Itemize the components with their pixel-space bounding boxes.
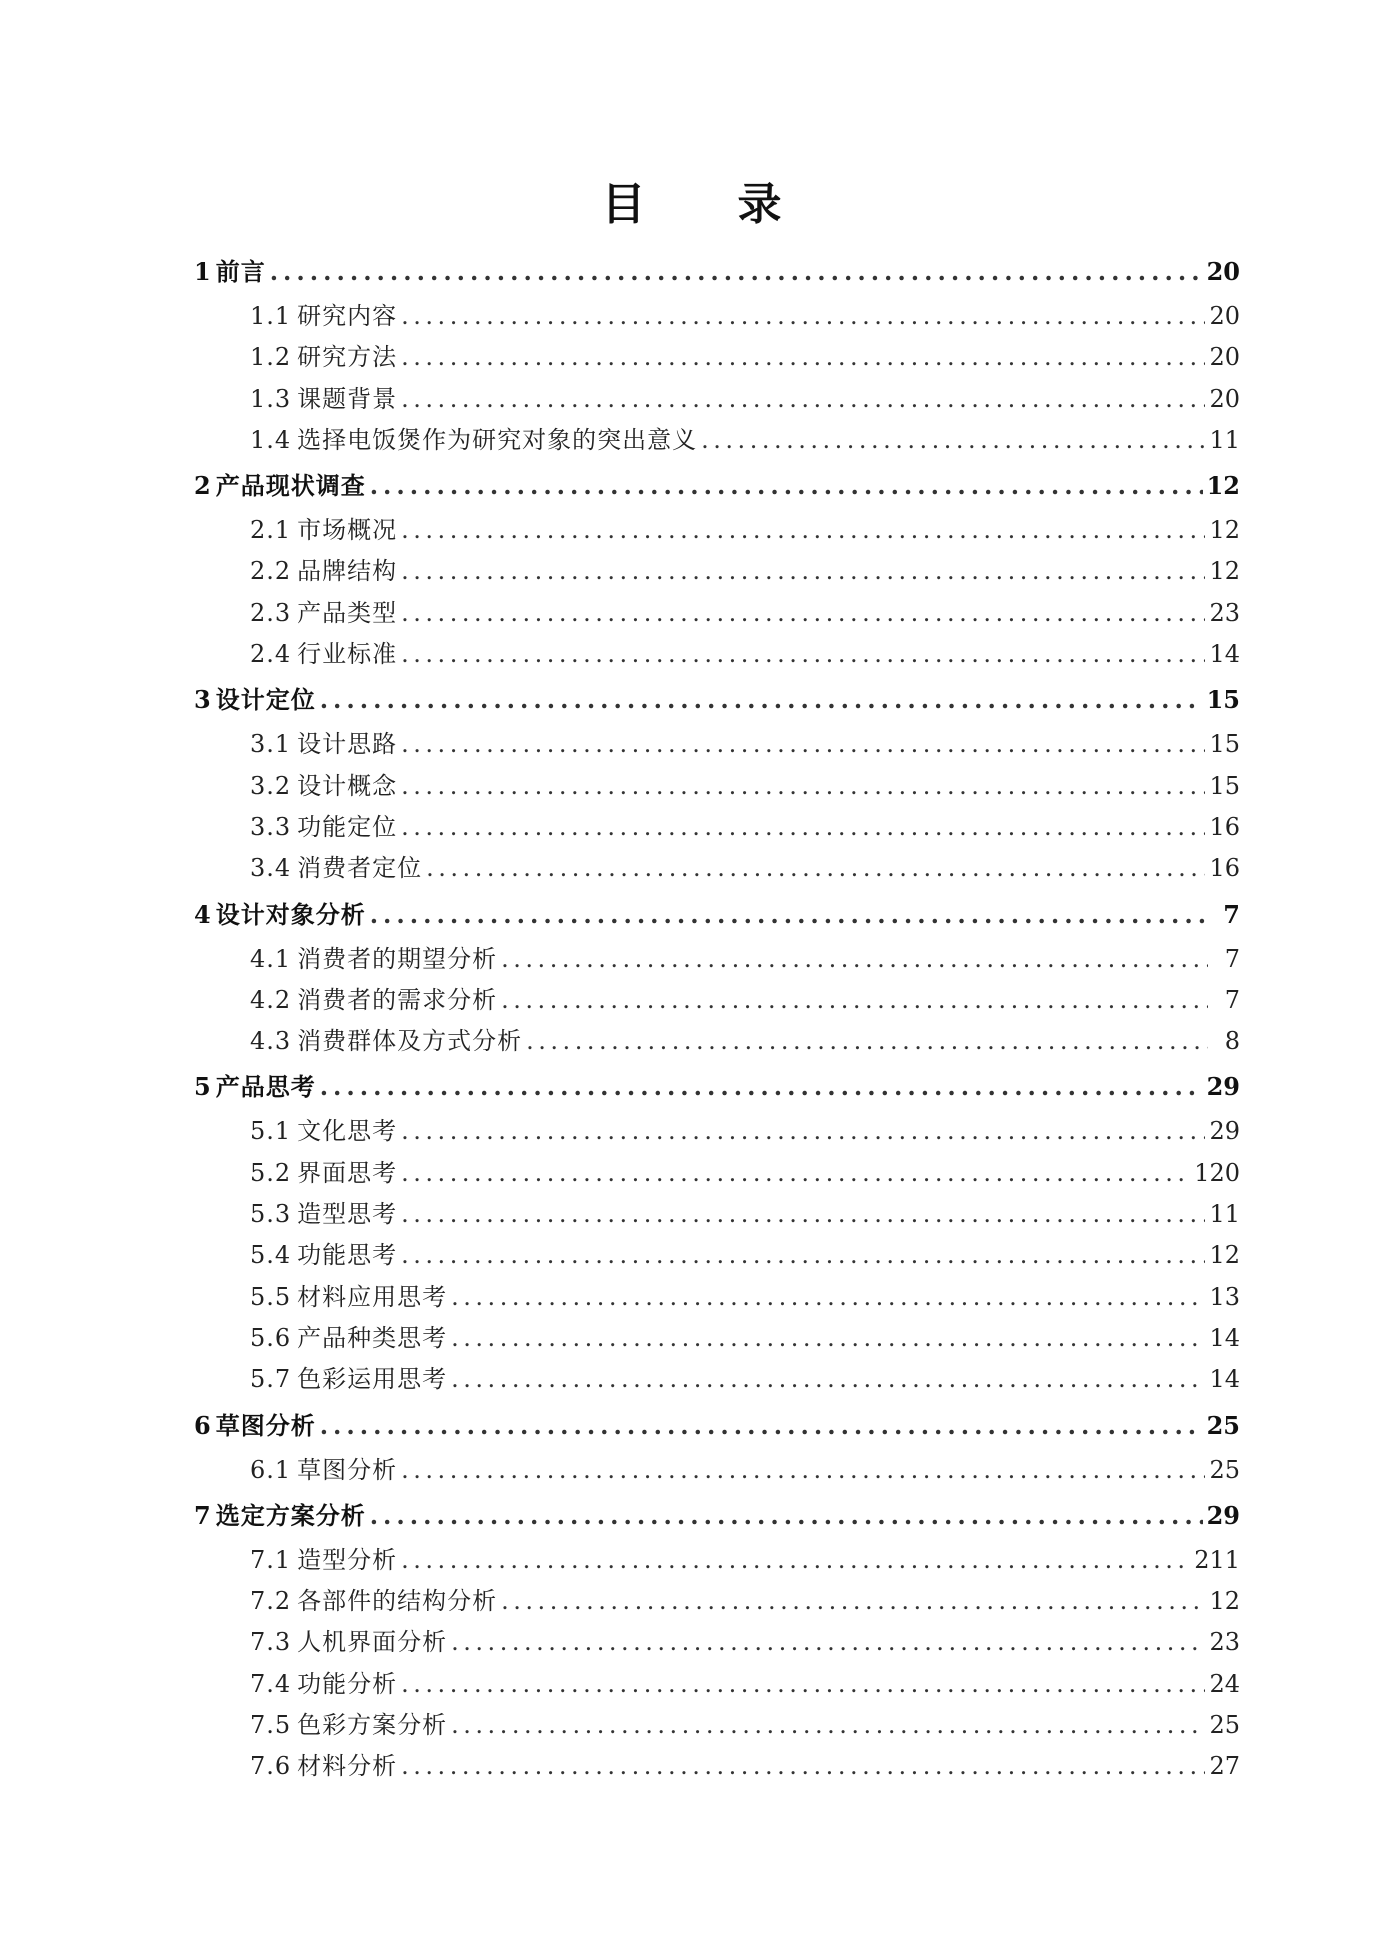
- section-number: 2.3: [250, 598, 292, 627]
- dot-leader: [701, 420, 1205, 461]
- section-label: [250, 848, 422, 889]
- section-title: 设计思路: [297, 730, 398, 759]
- chapter-title: 前言: [215, 257, 266, 286]
- section-label: [250, 1111, 397, 1152]
- section-number: 3.4: [250, 854, 292, 883]
- section-title: 消费者的期望分析: [297, 944, 498, 973]
- dot-leader: [320, 1401, 1203, 1450]
- dot-leader: [426, 848, 1205, 889]
- section-title: 消费者的需求分析: [297, 985, 498, 1014]
- section-number: 1.3: [250, 384, 292, 413]
- toc-section-5-2[interactable]: [194, 1153, 1240, 1194]
- page-number: 16: [1209, 812, 1240, 841]
- toc-section-7-5[interactable]: [194, 1705, 1240, 1746]
- dot-leader: [320, 675, 1203, 724]
- toc-section-4-2[interactable]: [194, 980, 1240, 1021]
- page-number: 11: [1209, 1200, 1240, 1229]
- section-label: [250, 1359, 447, 1400]
- page-number: 25: [1209, 1455, 1240, 1484]
- section-title: 草图分析: [297, 1455, 398, 1484]
- dot-leader: [401, 1235, 1205, 1276]
- page-number: 15: [1206, 685, 1240, 715]
- dot-leader: [401, 1194, 1205, 1235]
- section-number: 5.5: [250, 1282, 292, 1311]
- section-label: [250, 1664, 397, 1705]
- section-label: [250, 1235, 397, 1276]
- section-title: 产品类型: [297, 598, 398, 627]
- section-number: 5.1: [250, 1117, 292, 1146]
- toc-section-2-2[interactable]: [194, 551, 1240, 592]
- chapter-label: [194, 890, 366, 939]
- section-title: 造型思考: [297, 1200, 398, 1229]
- page-number: 20: [1209, 343, 1240, 372]
- section-label: [250, 593, 397, 634]
- section-label: [250, 634, 397, 675]
- section-number: 7.1: [250, 1545, 292, 1574]
- dot-leader: [451, 1277, 1205, 1318]
- section-label: [250, 1581, 497, 1622]
- section-number: 4.1: [250, 944, 292, 973]
- page-number: 14: [1209, 1323, 1240, 1352]
- toc-chapter-5[interactable]: [194, 1062, 1240, 1111]
- toc-chapter-7[interactable]: [194, 1491, 1240, 1540]
- section-label: [250, 510, 397, 551]
- section-number: 5.3: [250, 1200, 292, 1229]
- chapter-number: 4: [194, 899, 212, 929]
- toc-section-5-5[interactable]: [194, 1277, 1240, 1318]
- section-label: [250, 1194, 397, 1235]
- section-title: 研究内容: [297, 302, 398, 330]
- section-number: 2.2: [250, 557, 292, 586]
- page-number: 120: [1194, 1158, 1240, 1187]
- dot-leader: [401, 807, 1205, 848]
- toc-section-1-1[interactable]: [194, 296, 1240, 337]
- section-label: [250, 1021, 522, 1062]
- section-number: 7.5: [250, 1711, 292, 1740]
- dot-leader: [401, 1153, 1190, 1194]
- section-number: 5.6: [250, 1323, 292, 1352]
- toc-section-4-1[interactable]: [194, 939, 1240, 980]
- section-title: 造型分析: [297, 1545, 398, 1574]
- page-number: 12: [1209, 516, 1240, 545]
- chapter-label: [194, 1491, 366, 1540]
- section-title: 材料分析: [297, 1752, 398, 1781]
- dot-leader: [501, 1581, 1205, 1622]
- section-number: 7.3: [250, 1628, 292, 1657]
- page-number: 14: [1209, 640, 1240, 669]
- section-label: [250, 1705, 447, 1746]
- dot-leader: [401, 551, 1205, 592]
- section-title: 功能思考: [297, 1241, 398, 1270]
- section-title: 色彩运用思考: [297, 1365, 448, 1394]
- section-title: 市场概况: [297, 516, 398, 545]
- section-number: 5.2: [250, 1158, 292, 1187]
- section-label: [250, 1622, 447, 1663]
- page-number: 25: [1206, 1410, 1240, 1440]
- dot-leader: [370, 461, 1203, 510]
- chapter-label: [194, 1062, 316, 1111]
- toc-section-1-3[interactable]: [194, 379, 1240, 420]
- page-number: 20: [1206, 257, 1240, 286]
- section-number: 1.1: [250, 302, 292, 330]
- section-number: 3.1: [250, 730, 292, 759]
- chapter-number: 1: [194, 257, 212, 286]
- table-of-contents: [194, 247, 1240, 1788]
- dot-leader: [401, 1664, 1205, 1705]
- dot-leader: [320, 1062, 1203, 1111]
- dot-leader: [401, 766, 1205, 807]
- section-title: 功能分析: [297, 1669, 398, 1698]
- section-label: [250, 1540, 397, 1581]
- section-number: 6.1: [250, 1455, 292, 1484]
- section-number: 2.1: [250, 516, 292, 545]
- section-number: 3.3: [250, 812, 292, 841]
- page-number: 29: [1206, 1500, 1240, 1530]
- page-number: 12: [1206, 471, 1240, 501]
- page-number: 8: [1224, 1027, 1240, 1056]
- page-number: 25: [1209, 1711, 1240, 1740]
- toc-chapter-6[interactable]: [194, 1401, 1240, 1450]
- section-label: [250, 1450, 397, 1491]
- toc-section-1-4[interactable]: [194, 420, 1240, 461]
- page-number: 20: [1209, 384, 1240, 413]
- toc-section-7-2[interactable]: [194, 1581, 1240, 1622]
- page-title: [0, 168, 1383, 232]
- page-number: 14: [1209, 1365, 1240, 1394]
- dot-leader: [401, 1111, 1205, 1152]
- toc-section-7-6[interactable]: [194, 1746, 1240, 1787]
- toc-section-5-4[interactable]: [194, 1235, 1240, 1276]
- page-number: 211: [1194, 1545, 1240, 1574]
- toc-section-2-4[interactable]: [194, 634, 1240, 675]
- toc-chapter-3[interactable]: [194, 675, 1240, 724]
- section-title: 设计概念: [297, 771, 398, 800]
- dot-leader: [501, 980, 1208, 1021]
- section-title: 消费群体及方式分析: [297, 1027, 523, 1056]
- toc-section-7-4[interactable]: [194, 1664, 1240, 1705]
- section-number: 3.2: [250, 771, 292, 800]
- dot-leader: [451, 1705, 1205, 1746]
- section-label: [250, 337, 397, 378]
- dot-leader: [401, 1540, 1190, 1581]
- section-title: 行业标准: [297, 640, 398, 669]
- toc-section-4-3[interactable]: [194, 1021, 1240, 1062]
- toc-section-5-7[interactable]: [194, 1359, 1240, 1400]
- section-number: 7.4: [250, 1669, 292, 1698]
- dot-leader: [526, 1021, 1208, 1062]
- toc-section-3-1[interactable]: [194, 724, 1240, 765]
- section-title: 产品种类思考: [297, 1323, 448, 1352]
- section-label: [250, 980, 497, 1021]
- section-title: 各部件的结构分析: [297, 1587, 498, 1616]
- section-label: [250, 939, 497, 980]
- dot-leader: [401, 724, 1205, 765]
- page-number: 7: [1223, 899, 1240, 929]
- toc-section-5-6[interactable]: [194, 1318, 1240, 1359]
- dot-leader: [401, 593, 1205, 634]
- section-number: 5.4: [250, 1241, 292, 1270]
- chapter-number: 3: [194, 685, 212, 715]
- section-label: [250, 807, 397, 848]
- section-number: 5.7: [250, 1365, 292, 1394]
- toc-chapter-2[interactable]: [194, 461, 1240, 510]
- section-label: [250, 551, 397, 592]
- section-title: 课题背景: [297, 384, 398, 413]
- dot-leader: [401, 634, 1205, 675]
- toc-section-5-3[interactable]: [194, 1194, 1240, 1235]
- section-title: 材料应用思考: [297, 1282, 448, 1311]
- page-number: 15: [1209, 730, 1240, 759]
- page-number: 23: [1209, 1628, 1240, 1657]
- dot-leader: [270, 247, 1203, 296]
- section-title: 研究方法: [297, 343, 398, 372]
- chapter-number: 2: [194, 471, 212, 501]
- dot-leader: [401, 510, 1205, 551]
- section-title: 选择电饭煲作为研究对象的突出意义: [297, 425, 698, 454]
- toc-section-3-4[interactable]: [194, 848, 1240, 889]
- section-label: [250, 1746, 397, 1787]
- dot-leader: [401, 1450, 1205, 1491]
- chapter-number: 7: [194, 1500, 212, 1530]
- page-number: 12: [1209, 1241, 1240, 1270]
- dot-leader: [451, 1359, 1205, 1400]
- dot-leader: [370, 1491, 1203, 1540]
- toc-section-5-1[interactable]: [194, 1111, 1240, 1152]
- section-title: 文化思考: [297, 1117, 398, 1146]
- chapter-number: 6: [194, 1410, 212, 1440]
- dot-leader: [401, 337, 1205, 378]
- page-number: 29: [1209, 1117, 1240, 1146]
- page-number: 23: [1209, 598, 1240, 627]
- section-number: 4.2: [250, 985, 292, 1014]
- toc-section-7-1[interactable]: [194, 1540, 1240, 1581]
- page-number: 12: [1209, 1587, 1240, 1616]
- section-title: 色彩方案分析: [297, 1711, 448, 1740]
- toc-section-1-2[interactable]: [194, 337, 1240, 378]
- section-label: [250, 296, 397, 337]
- title-char-1: 目: [601, 179, 646, 230]
- page-number: 13: [1209, 1282, 1240, 1311]
- section-title: 界面思考: [297, 1158, 398, 1187]
- dot-leader: [370, 890, 1208, 939]
- chapter-title: 产品思考: [215, 1072, 316, 1102]
- section-title: 品牌结构: [297, 557, 398, 586]
- page-number: 27: [1209, 1752, 1240, 1781]
- chapter-title: 设计对象分析: [215, 899, 366, 929]
- chapter-label: [194, 461, 366, 510]
- dot-leader: [401, 379, 1205, 420]
- section-number: 2.4: [250, 640, 292, 669]
- dot-leader: [401, 296, 1205, 337]
- section-title: 人机界面分析: [297, 1628, 448, 1657]
- page-number: 11: [1209, 425, 1240, 454]
- chapter-title: 产品现状调查: [215, 471, 366, 501]
- page-number: 16: [1209, 854, 1240, 883]
- chapter-title: 设计定位: [215, 685, 316, 715]
- section-number: 1.2: [250, 343, 292, 372]
- page-number: 29: [1206, 1072, 1240, 1102]
- section-label: [250, 420, 697, 461]
- page-number: 20: [1209, 302, 1240, 330]
- section-label: [250, 1277, 447, 1318]
- page-number: 15: [1209, 771, 1240, 800]
- page-number: 7: [1224, 985, 1240, 1014]
- dot-leader: [451, 1318, 1205, 1359]
- section-label: [250, 1318, 447, 1359]
- toc-section-2-3[interactable]: [194, 593, 1240, 634]
- toc-section-7-3[interactable]: [194, 1622, 1240, 1663]
- section-title: 功能定位: [297, 812, 398, 841]
- chapter-title: 选定方案分析: [215, 1500, 366, 1530]
- toc-section-3-3[interactable]: [194, 807, 1240, 848]
- section-number: 7.2: [250, 1587, 292, 1616]
- chapter-label: [194, 675, 316, 724]
- section-label: [250, 724, 397, 765]
- toc-section-2-1[interactable]: [194, 510, 1240, 551]
- chapter-number: 5: [194, 1072, 212, 1102]
- chapter-title: 草图分析: [215, 1410, 316, 1440]
- dot-leader: [451, 1622, 1205, 1663]
- toc-chapter-1[interactable]: [194, 247, 1240, 296]
- section-number: 4.3: [250, 1027, 292, 1056]
- page-number: 7: [1224, 944, 1240, 973]
- toc-section-6-1[interactable]: [194, 1450, 1240, 1491]
- page-number: 12: [1209, 557, 1240, 586]
- section-title: 消费者定位: [297, 854, 423, 883]
- toc-section-3-2[interactable]: [194, 766, 1240, 807]
- section-label: [250, 379, 397, 420]
- chapter-label: [194, 247, 266, 296]
- toc-chapter-4[interactable]: [194, 890, 1240, 939]
- section-number: 1.4: [250, 425, 292, 454]
- section-number: 7.6: [250, 1752, 292, 1781]
- dot-leader: [501, 939, 1208, 980]
- page-number: 24: [1209, 1669, 1240, 1698]
- section-label: [250, 766, 397, 807]
- dot-leader: [401, 1746, 1205, 1787]
- title-char-2: 录: [737, 179, 782, 230]
- chapter-label: [194, 1401, 316, 1450]
- section-label: [250, 1153, 397, 1194]
